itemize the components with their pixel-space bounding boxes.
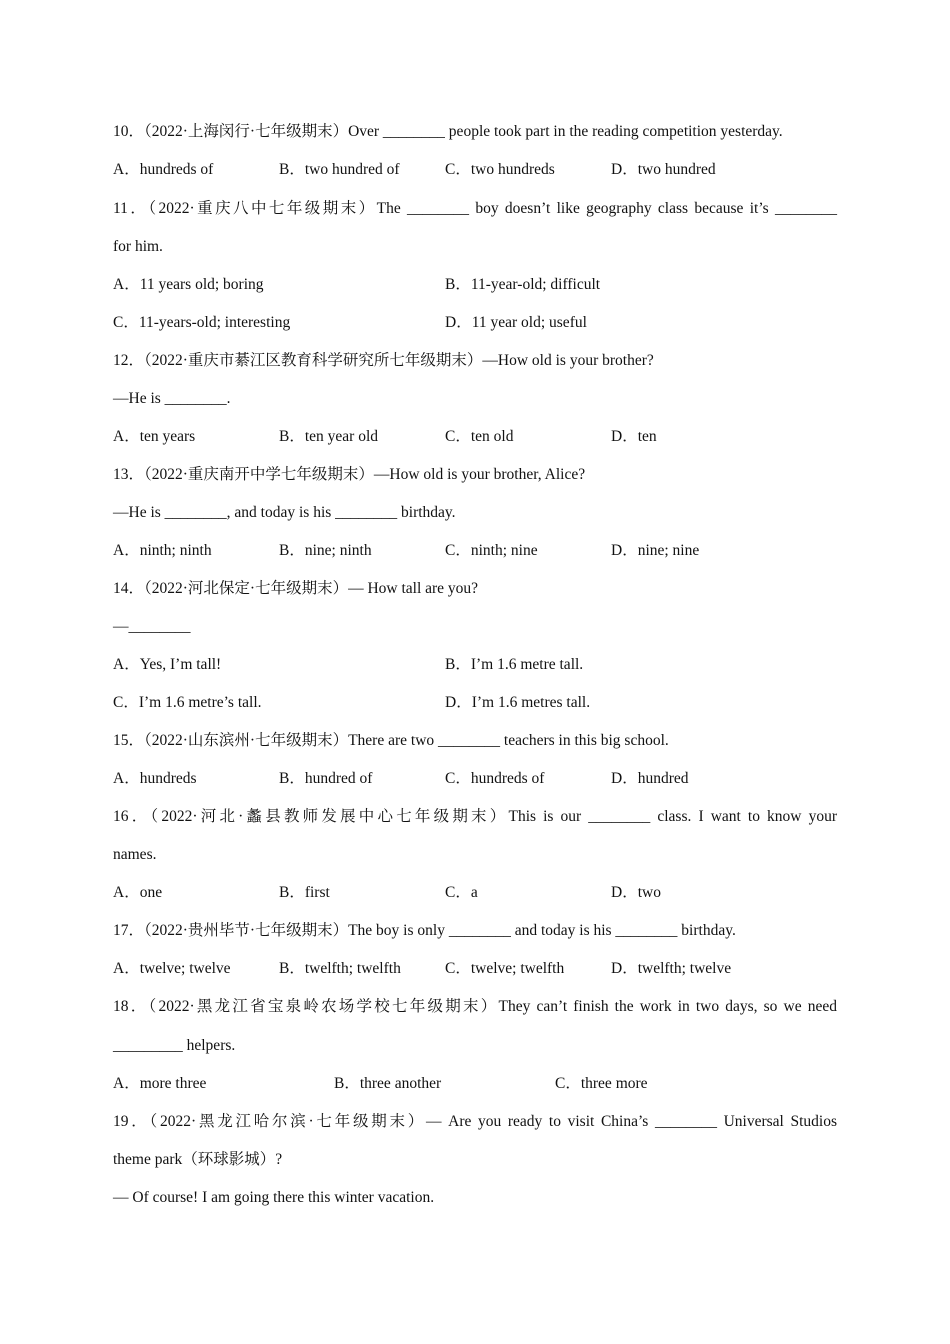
- question-14-option-c: C．I’m 1.6 metre’s tall.: [113, 694, 262, 711]
- question-17-option-a: A．twelve; twelve: [113, 960, 231, 977]
- question-16-stem-cont: names.: [113, 846, 157, 863]
- question-16-stem: 16．（2022·河北·蠡县教师发展中心七年级期末）This is our ________ class. I want to know your: [113, 808, 837, 825]
- question-13-option-c: C．ninth; nine: [445, 542, 538, 559]
- question-13-stem-cont: —He is ________, and today is his ________ birthday.: [113, 504, 456, 521]
- question-12-stem: 12．（2022·重庆市綦江区教育科学研究所七年级期末）—How old is your brother?: [113, 352, 654, 369]
- question-12-option-a: A．ten years: [113, 428, 196, 445]
- question-12-stem-cont: —He is ________.: [113, 390, 231, 407]
- question-18-stem: 18．（2022·黑龙江省宝泉岭农场学校七年级期末）They can’t finish the work in two days, so we need: [113, 998, 837, 1015]
- question-18-stem-cont: _________ helpers.: [113, 1037, 236, 1054]
- question-14-option-a: A．Yes, I’m tall!: [113, 656, 222, 673]
- question-19-stem: 19．（2022·黑龙江哈尔滨·七年级期末）— Are you ready to visit China’s ________ Universal Studios: [113, 1113, 837, 1130]
- question-18-option-a: A．more three: [113, 1075, 207, 1092]
- question-18-option-b: B．three another: [334, 1075, 442, 1092]
- question-11-option-c: C．11-years-old; interesting: [113, 314, 291, 331]
- question-16-option-a: A．one: [113, 884, 163, 901]
- question-13-option-d: D．nine; nine: [611, 542, 700, 559]
- question-10-stem: 10．（2022·上海闵行·七年级期末）Over ________ people took part in the reading competition yesterday.: [113, 123, 783, 140]
- question-15-option-d: D．hundred: [611, 770, 689, 787]
- question-12-option-b: B．ten year old: [279, 428, 379, 445]
- question-16-option-d: D．two: [611, 884, 661, 901]
- question-16-option-c: C．a: [445, 884, 478, 901]
- question-19-stem-cont: theme park（环球影城）?: [113, 1151, 283, 1168]
- question-17-stem: 17．（2022·贵州毕节·七年级期末）The boy is only ________ and today is his ________ birthday.: [113, 922, 736, 939]
- question-14-stem-cont: —________: [113, 618, 191, 635]
- question-10-option-d: D．two hundred: [611, 161, 716, 178]
- question-11-stem: 11．（2022·重庆八中七年级期末）The ________ boy doesn’t like geography class because it’s ________: [113, 200, 837, 217]
- question-10-option-a: A．hundreds of: [113, 161, 214, 178]
- question-14-option-b: B．I’m 1.6 metre tall.: [445, 656, 584, 673]
- question-11-option-a: A．11 years old; boring: [113, 276, 264, 293]
- question-19-answer-line: — Of course! I am going there this winter vacation.: [113, 1189, 435, 1206]
- question-15-stem: 15．（2022·山东滨州·七年级期末）There are two ________ teachers in this big school.: [113, 732, 669, 749]
- question-13-option-b: B．nine; ninth: [279, 542, 372, 559]
- question-11-stem-cont: for him.: [113, 238, 163, 255]
- question-18-option-c: C．three more: [555, 1075, 648, 1092]
- question-11-option-b: B．11-year-old; difficult: [445, 276, 601, 293]
- question-17-option-d: D．twelfth; twelve: [611, 960, 732, 977]
- question-12-option-c: C．ten old: [445, 428, 514, 445]
- question-13-option-a: A．ninth; ninth: [113, 542, 212, 559]
- question-10-option-c: C．two hundreds: [445, 161, 555, 178]
- question-14-option-d: D．I’m 1.6 metres tall.: [445, 694, 591, 711]
- question-17-option-c: C．twelve; twelfth: [445, 960, 565, 977]
- question-15-option-a: A．hundreds: [113, 770, 197, 787]
- question-13-stem: 13．（2022·重庆南开中学七年级期末）—How old is your brother, Alice?: [113, 466, 586, 483]
- question-15-option-b: B．hundred of: [279, 770, 373, 787]
- question-11-option-d: D．11 year old; useful: [445, 314, 587, 331]
- question-17-option-b: B．twelfth; twelfth: [279, 960, 401, 977]
- question-16-option-b: B．first: [279, 884, 330, 901]
- question-14-stem: 14．（2022·河北保定·七年级期末）— How tall are you?: [113, 580, 479, 597]
- question-15-option-c: C．hundreds of: [445, 770, 545, 787]
- question-12-option-d: D．ten: [611, 428, 657, 445]
- question-10-option-b: B．two hundred of: [279, 161, 400, 178]
